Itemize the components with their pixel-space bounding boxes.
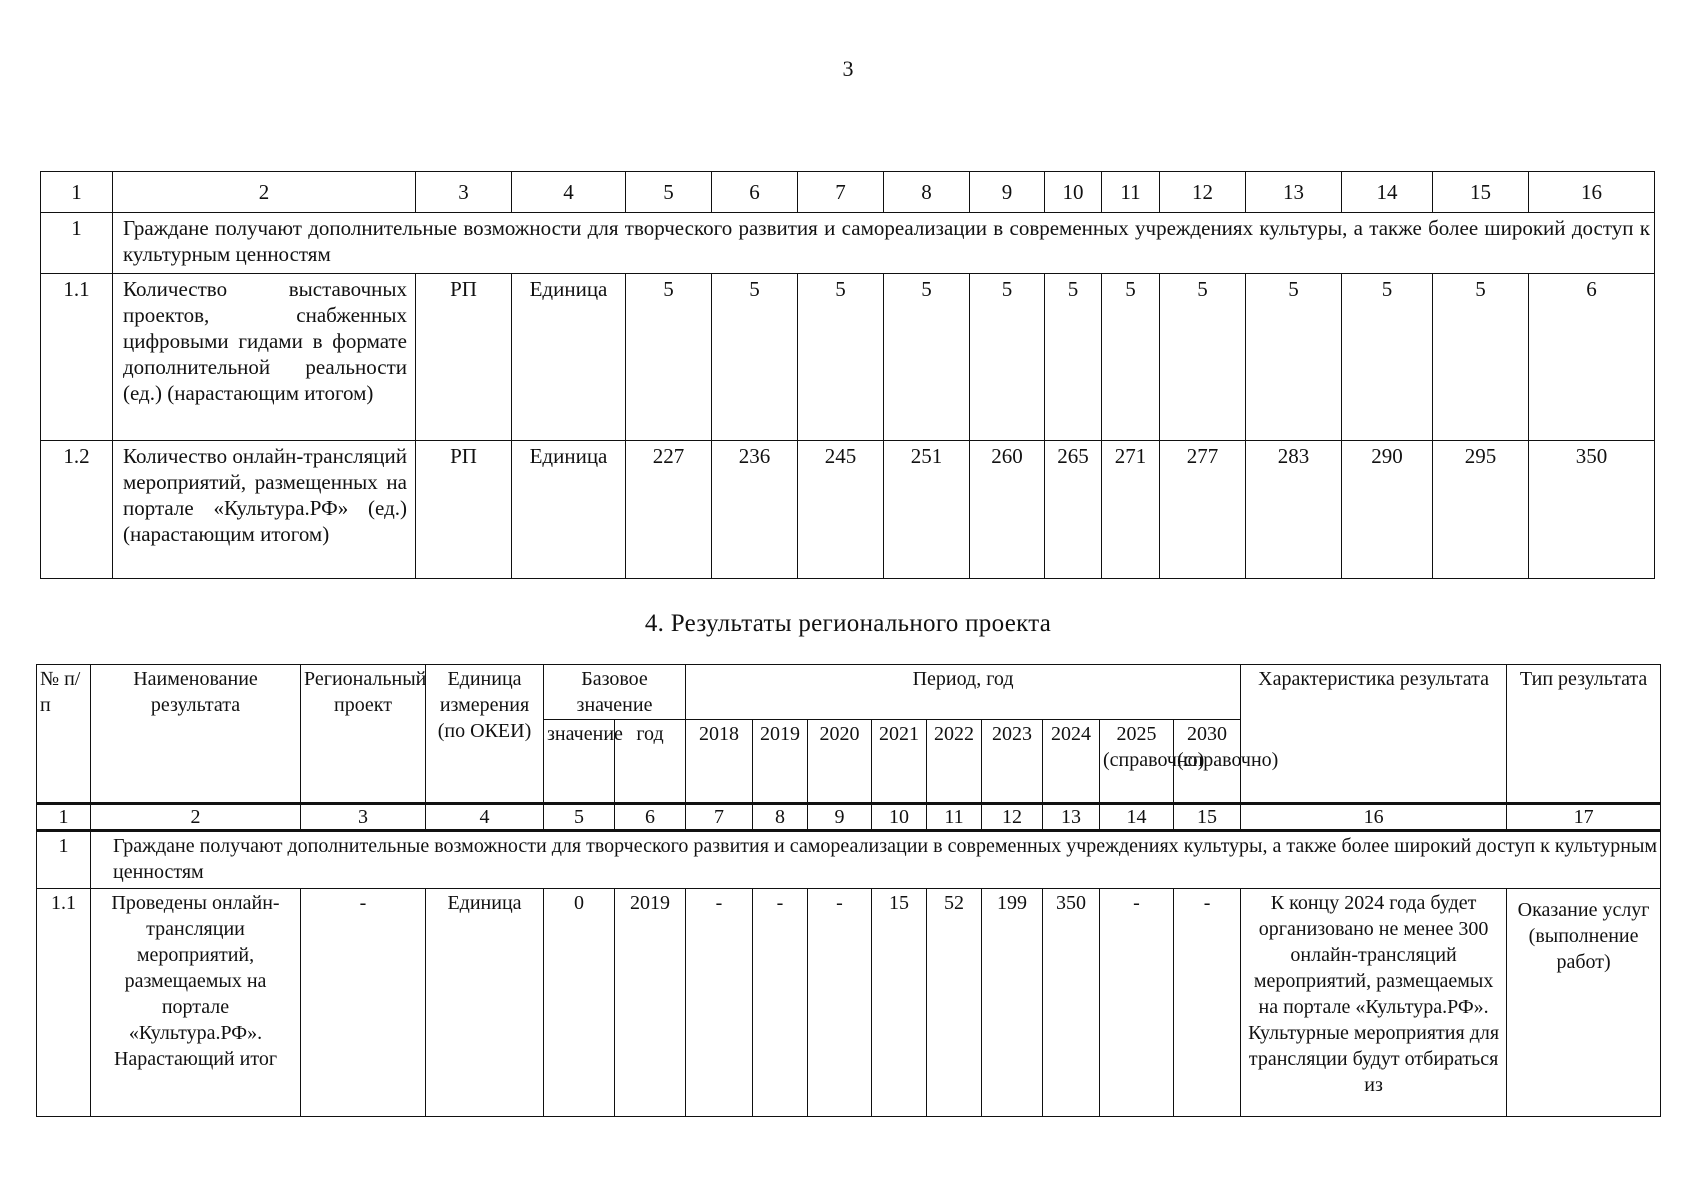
table-row (37, 889, 1661, 1117)
value-cell: 295 (1433, 441, 1529, 579)
value-cell: 5 (712, 274, 798, 441)
col-number: 15 (1174, 804, 1241, 831)
value-cell: 260 (970, 441, 1045, 579)
year-value: 199 (982, 889, 1043, 1117)
value-cell: 5 (626, 274, 712, 441)
col-header: 8 (884, 172, 970, 213)
col-number: 12 (982, 804, 1043, 831)
col-header: 14 (1342, 172, 1433, 213)
col-number: 17 (1507, 804, 1661, 831)
col-header: 9 (970, 172, 1045, 213)
results-table (36, 664, 1661, 1117)
goal-text: Граждане получают дополнительные возможности для творческого развития и самореализации в современных учреждениях культуры, а также более широкий доступ к культурным ценностям (91, 831, 1661, 889)
col-header: 2 (113, 172, 416, 213)
goal-row (41, 213, 1655, 274)
header-year: 2020 (808, 720, 872, 804)
row-number: 1.1 (37, 889, 91, 1117)
value-cell: 290 (1342, 441, 1433, 579)
result-name: Проведены онлайн-трансляции мероприятий, размещаемых на портале «Культура.РФ». Нарастающий итог (91, 889, 301, 1117)
value-cell: 5 (884, 274, 970, 441)
year-value: 15 (872, 889, 927, 1117)
col-number: 8 (753, 804, 808, 831)
year-value: 52 (927, 889, 982, 1117)
col-number: 16 (1241, 804, 1507, 831)
value-cell: 5 (1160, 274, 1246, 441)
col-number: 6 (615, 804, 686, 831)
result-type: Оказание услуг (выполнение работ) (1507, 889, 1661, 1117)
col-header: 1 (41, 172, 113, 213)
year-value: 350 (1043, 889, 1100, 1117)
col-number: 13 (1043, 804, 1100, 831)
year-value: - (1174, 889, 1241, 1117)
header-unit: Единица измерения (по ОКЕИ) (426, 665, 544, 804)
value-cell: 277 (1160, 441, 1246, 579)
value-cell: 245 (798, 441, 884, 579)
value-cell: 271 (1102, 441, 1160, 579)
year-value: - (753, 889, 808, 1117)
value-cell: 350 (1529, 441, 1655, 579)
header-year: 2021 (872, 720, 927, 804)
col-header: 10 (1045, 172, 1102, 213)
value-cell: 236 (712, 441, 798, 579)
indicator-type: РП (416, 274, 512, 441)
col-header: 11 (1102, 172, 1160, 213)
col-header: 4 (512, 172, 626, 213)
result-project: - (301, 889, 426, 1117)
header-base-year: год (615, 720, 686, 804)
col-number: 10 (872, 804, 927, 831)
col-header: 15 (1433, 172, 1529, 213)
value-cell: 6 (1529, 274, 1655, 441)
col-number: 2 (91, 804, 301, 831)
col-number: 1 (37, 804, 91, 831)
goal-number: 1 (37, 831, 91, 889)
header-year: 2023 (982, 720, 1043, 804)
col-header: 12 (1160, 172, 1246, 213)
year-value: - (686, 889, 753, 1117)
result-unit: Единица (426, 889, 544, 1117)
table-row (41, 441, 1655, 579)
row-number: 1.2 (41, 441, 113, 579)
header-base: Базовое значение (544, 665, 686, 720)
header-year: 2018 (686, 720, 753, 804)
header-characteristic: Характеристика результата (1241, 665, 1507, 804)
col-header: 13 (1246, 172, 1342, 213)
col-header: 3 (416, 172, 512, 213)
indicator-unit: Единица (512, 441, 626, 579)
value-cell: 5 (1246, 274, 1342, 441)
goal-number: 1 (41, 213, 113, 274)
header-year: 2030 (справочно) (1174, 720, 1241, 804)
header-year: 2019 (753, 720, 808, 804)
col-header: 7 (798, 172, 884, 213)
value-cell: 5 (970, 274, 1045, 441)
header-year: 2022 (927, 720, 982, 804)
row-number: 1.1 (41, 274, 113, 441)
indicator-name: Количество онлайн-трансляций мероприятий, размещенных на портале «Культура.РФ» (ед.) (нарастающим итогом) (113, 441, 416, 579)
header-period: Период, год (686, 665, 1241, 720)
col-number: 4 (426, 804, 544, 831)
year-value: - (808, 889, 872, 1117)
table-row (41, 274, 1655, 441)
col-header: 5 (626, 172, 712, 213)
col-number: 5 (544, 804, 615, 831)
result-characteristic: К концу 2024 года будет организовано не менее 300 онлайн-трансляций мероприятий, размещаемых на портале «Культура.РФ». Культурные мероприятия для трансляции будут отбираться из (1241, 889, 1507, 1117)
header-year: 2024 (1043, 720, 1100, 804)
header-row (37, 665, 1661, 720)
column-number-row (37, 804, 1661, 831)
value-cell: 5 (1102, 274, 1160, 441)
col-number: 9 (808, 804, 872, 831)
header-year: 2025 (справочно) (1100, 720, 1174, 804)
col-header: 6 (712, 172, 798, 213)
section-title: 4. Результаты регионального проекта (644, 610, 1052, 637)
page-number: 3 (842, 56, 854, 81)
value-cell: 5 (1342, 274, 1433, 441)
col-number: 14 (1100, 804, 1174, 831)
value-cell: 265 (1045, 441, 1102, 579)
header-name: Наименование результата (91, 665, 301, 804)
header-result-type: Тип результата (1507, 665, 1661, 804)
indicator-unit: Единица (512, 274, 626, 441)
col-number: 3 (301, 804, 426, 831)
indicator-type: РП (416, 441, 512, 579)
goal-row (37, 831, 1661, 889)
goal-text: Граждане получают дополнительные возможности для творческого развития и самореализации в современных учреждениях культуры, а также более широкий доступ к культурным ценностям (113, 213, 1655, 274)
col-number: 11 (927, 804, 982, 831)
indicators-table (40, 171, 1655, 579)
col-header: 16 (1529, 172, 1655, 213)
value-cell: 227 (626, 441, 712, 579)
value-cell: 5 (798, 274, 884, 441)
value-cell: 5 (1045, 274, 1102, 441)
header-base-value: значение (544, 720, 615, 804)
value-cell: 251 (884, 441, 970, 579)
value-cell: 283 (1246, 441, 1342, 579)
header-num: № п/п (37, 665, 91, 804)
year-value: - (1100, 889, 1174, 1117)
header-project: Региональный проект (301, 665, 426, 804)
value-cell: 5 (1433, 274, 1529, 441)
base-year: 2019 (615, 889, 686, 1117)
col-number: 7 (686, 804, 753, 831)
base-value: 0 (544, 889, 615, 1117)
column-number-row (41, 172, 1655, 213)
indicator-name: Количество выставочных проектов, снабженных цифровыми гидами в формате дополнительной реальности (ед.) (нарастающим итогом) (113, 274, 416, 441)
